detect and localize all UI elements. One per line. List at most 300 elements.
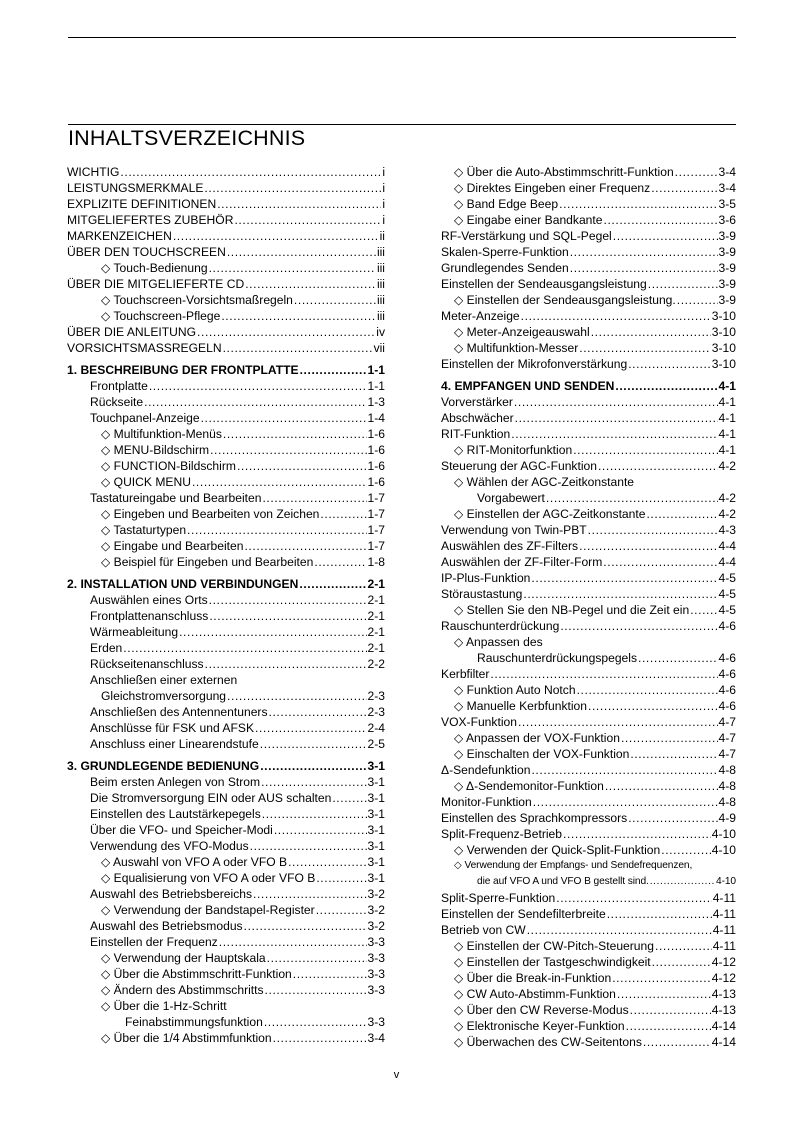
toc-entry-page: 3-10 [711,341,736,355]
toc-entry-page: i [382,213,385,227]
toc-entry-page: 1-1 [367,379,385,393]
toc-entry-title: WICHTIG [67,165,120,179]
toc-entry-title: ◇ Tastaturtypen [101,523,187,537]
toc-entry-page: 3-1 [367,759,385,773]
toc-entry[interactable] [441,586,736,602]
toc-entry-title: Einstellen der Mikrofonverstärkung [441,357,628,371]
toc-entry[interactable] [441,650,736,666]
toc-entry-title: Vorgabewert [477,491,545,505]
toc-entry[interactable] [441,826,736,842]
toc-entry-page: 3-1 [367,871,385,885]
toc-entry-title: Störaustastung [441,587,523,601]
dot-leader [661,842,711,858]
toc-entry[interactable] [67,966,385,982]
dot-leader [205,656,367,672]
toc-entry[interactable] [441,410,736,426]
toc-entry-title: Anschließen des Antennentuners [90,705,268,719]
toc-entry-title: Rückseite [90,395,144,409]
dot-leader [617,986,711,1002]
dot-leader [255,720,367,736]
toc-entry-title: Skalen-Sperre-Funktion [441,245,569,259]
toc-entry[interactable] [441,634,736,650]
toc-entry[interactable] [441,874,736,890]
dot-leader [531,762,717,778]
toc-entry[interactable] [441,180,736,196]
dot-leader [651,180,717,196]
toc-entry[interactable] [441,730,736,746]
dot-leader [531,570,717,586]
toc-entry[interactable] [441,666,736,682]
toc-entry[interactable] [67,292,385,308]
toc-entry[interactable] [441,1018,736,1034]
toc-entry-page: vii [373,341,385,355]
toc-entry-title: ◇ Δ-Sendemonitor-Funktion [454,779,604,793]
toc-entry-page: 4-4 [718,555,736,569]
toc-entry-title: ◇ FUNCTION-Bildschirm [101,459,236,473]
dot-leader [579,538,717,554]
dot-leader [646,506,717,522]
toc-entry[interactable] [441,762,736,778]
toc-entry-title: ◇ Einstellen der AGC-Zeitkonstante [454,507,646,521]
toc-entry[interactable] [441,292,736,308]
toc-entry-title: Kerbfilter [441,667,490,681]
toc-entry-title: ◇ Über die Auto-Abstimmschritt-Funktion [454,165,674,179]
dot-leader [648,276,718,292]
toc-entry[interactable] [67,640,385,656]
toc-entry[interactable] [67,704,385,720]
dot-leader [563,826,711,842]
toc-entry-page: 2-2 [367,657,385,671]
toc-entry-title: ◇ Über die 1-Hz-Schritt [101,999,227,1013]
dot-leader [192,474,367,490]
toc-entry[interactable] [441,778,736,794]
toc-entry[interactable] [441,698,736,714]
toc-entry[interactable] [441,842,736,858]
dot-leader [197,324,375,340]
toc-entry[interactable] [67,212,385,228]
toc-entry[interactable] [441,196,736,212]
toc-entry-page: i [382,197,385,211]
toc-entry-page: 4-6 [718,699,736,713]
toc-entry-title: 3. GRUNDLEGENDE BEDIENUNG [67,759,260,773]
toc-entry-page: ii [379,229,385,243]
toc-entry[interactable] [67,1014,385,1030]
toc-entry[interactable] [441,938,736,954]
dot-leader [123,640,366,656]
toc-entry-title: Verwendung von Twin-PBT [441,523,587,537]
toc-entry[interactable] [67,736,385,752]
toc-entry-title: ◇ Einstellen der CW-Pitch-Steuerung [454,939,654,953]
toc-entry[interactable] [67,656,385,672]
toc-entry-page: 1-8 [367,555,385,569]
toc-entry[interactable] [67,308,385,324]
toc-entry-title: ◇ Anpassen des [454,635,543,649]
toc-entry-page: 3-3 [367,935,385,949]
toc-entry[interactable] [67,950,385,966]
toc-entry[interactable] [67,806,385,822]
toc-entry-title: Tastatureingabe und Bearbeiten [90,491,262,505]
toc-entry-page: i [382,165,385,179]
toc-entry-page: 4-2 [718,507,736,521]
toc-entry[interactable] [441,810,736,826]
toc-entry-page: 4-2 [718,459,736,473]
toc-entry[interactable] [441,890,736,906]
toc-entry-title: ◇ Touch-Bedienung [101,261,208,275]
dot-leader [560,618,717,634]
toc-entry[interactable] [67,458,385,474]
toc-entry[interactable] [67,774,385,790]
toc-entry-page: 1-6 [367,427,385,441]
toc-entry-title: Rauschunterdrückungspegels [477,651,638,665]
toc-chapter-entry[interactable] [67,758,385,774]
dot-leader [546,490,718,506]
toc-entry[interactable] [441,1002,736,1018]
toc-entry-page: iv [376,325,385,339]
dot-leader [294,292,376,308]
toc-entry[interactable] [441,490,736,506]
header-rule [68,37,736,38]
dot-leader [244,918,367,934]
toc-entry-page: 2-1 [367,577,385,591]
toc-entry[interactable] [441,212,736,228]
toc-entry[interactable] [441,570,736,586]
toc-entry-page: 4-8 [718,779,736,793]
toc-entry-title: MITGELIEFERTES ZUBEHÖR [67,213,234,227]
toc-entry-page: 4-11 [712,891,736,905]
toc-entry-title: ◇ Eingabe und Bearbeiten [101,539,244,553]
toc-entry-page: 3-4 [718,181,736,195]
toc-entry[interactable] [67,998,385,1014]
toc-entry-title: die auf VFO A und VFO B gestellt sind. [477,876,649,887]
toc-entry[interactable] [441,442,736,458]
toc-entry-page: 4-6 [718,683,736,697]
toc-entry-page: 3-5 [718,197,736,211]
toc-entry[interactable] [67,624,385,640]
toc-entry-page: 4-9 [718,811,736,825]
toc-entry-title: ◇ Einstellen der Tastgeschwindigkeit [454,955,651,969]
toc-entry[interactable] [67,522,385,538]
toc-chapter-entry[interactable] [67,362,385,378]
toc-entry-page: 1-7 [367,523,385,537]
dot-leader [173,228,379,244]
toc-entry-title: ◇ Auswahl von VFO A oder VFO B [101,855,288,869]
toc-chapter-entry[interactable] [441,378,736,394]
toc-entry[interactable] [67,228,385,244]
dot-leader [628,356,711,372]
toc-entry-title: ◇ Eingabe einer Bandkante [454,213,603,227]
dot-leader [120,164,381,180]
toc-entry-title: Über die VFO- und Speicher-Modi [90,823,273,837]
toc-entry[interactable] [67,324,385,340]
toc-entry-page: 4-11 [712,907,736,921]
toc-entry[interactable] [67,442,385,458]
toc-entry[interactable] [67,260,385,276]
toc-entry[interactable] [67,672,385,688]
toc-entry[interactable] [67,934,385,950]
dot-leader [299,576,366,592]
toc-entry-page: 3-2 [367,887,385,901]
toc-entry[interactable] [441,954,736,970]
toc-entry-page: 4-10 [716,876,736,887]
toc-entry[interactable] [441,506,736,522]
toc-entry[interactable] [67,426,385,442]
toc-entry[interactable] [67,592,385,608]
dot-leader [314,554,366,570]
dot-leader [677,292,718,308]
toc-entry[interactable] [441,474,736,490]
toc-entry[interactable] [441,356,736,372]
toc-entry-page: 4-10 [711,843,736,857]
dot-leader [244,538,366,554]
toc-entry[interactable] [441,906,736,922]
toc-entry[interactable] [441,602,736,618]
toc-entry-page: 4-2 [718,491,736,505]
title-underline [68,124,736,125]
toc-entry[interactable] [441,794,736,810]
toc-entry[interactable] [67,490,385,506]
toc-entry[interactable] [441,260,736,276]
dot-leader [267,950,367,966]
toc-entry-title: Steuerung der AGC-Funktion [441,459,597,473]
dot-leader [630,746,717,762]
toc-entry-page: 4-14 [711,1019,736,1033]
toc-entry-title: ◇ Elektronische Keyer-Funktion [454,1019,625,1033]
toc-entry-title: Frontplatte [90,379,148,393]
dot-leader [650,874,715,890]
toc-entry-page: 3-9 [718,245,736,259]
dot-leader [690,602,717,618]
dot-leader [570,244,718,260]
toc-entry[interactable] [441,228,736,244]
toc-entry-title: Anschlüsse für FSK und AFSK [90,721,255,735]
toc-entry[interactable] [441,618,736,634]
toc-entry-page: 1-7 [367,491,385,505]
toc-entry[interactable] [441,682,736,698]
dot-leader [332,790,366,806]
toc-entry[interactable] [441,986,736,1002]
toc-entry[interactable] [67,838,385,854]
dot-leader [219,934,367,950]
toc-entry-title: Wärmeableitung [90,625,179,639]
dot-leader [144,394,366,410]
toc-entry-page: 3-1 [367,807,385,821]
toc-entry-page: 3-3 [367,967,385,981]
dot-leader [316,902,367,918]
toc-entry-page: 2-3 [367,689,385,703]
dot-leader [149,378,367,394]
toc-entry-page: 4-11 [712,939,736,953]
toc-entry[interactable] [67,822,385,838]
dot-leader [237,458,367,474]
toc-entry[interactable] [441,1034,736,1050]
toc-entry-page: 4-8 [718,795,736,809]
toc-entry[interactable] [67,474,385,490]
dot-leader [638,650,718,666]
dot-leader [573,442,717,458]
toc-entry[interactable] [441,324,736,340]
toc-entry-title: ◇ QUICK MENU [101,475,191,489]
dot-leader [223,340,373,356]
toc-entry-title: RF-Verstärkung und SQL-Pegel [441,229,612,243]
toc-entry-title: ◇ Über die Break-in-Funktion [454,971,612,985]
toc-entry[interactable] [67,918,385,934]
toc-entry-title: ◇ MENU-Bildschirm [101,443,210,457]
toc-entry-page: 4-7 [718,731,736,745]
toc-entry-page: 4-13 [711,1003,736,1017]
toc-entry-page: 4-6 [718,667,736,681]
toc-entry[interactable] [441,714,736,730]
toc-entry[interactable] [67,276,385,292]
dot-leader [187,522,366,538]
dot-leader [209,260,376,276]
toc-entry-page: 3-2 [367,903,385,917]
toc-entry-title: ◇ Über den CW Reverse-Modus [454,1003,629,1017]
toc-entry[interactable] [441,308,736,324]
toc-entry-title: 4. EMPFANGEN UND SENDEN [441,379,615,393]
toc-entry-title: Rückseitenanschluss [90,657,204,671]
toc-entry-title: MARKENZEICHEN [67,229,172,243]
toc-entry[interactable] [441,244,736,260]
toc-entry[interactable] [441,970,736,986]
toc-entry-page: 3-9 [718,277,736,291]
toc-entry[interactable] [67,720,385,736]
toc-entry-page: 4-12 [711,971,736,985]
toc-entry[interactable] [67,244,385,260]
toc-entry[interactable] [441,394,736,410]
dot-leader [262,806,367,822]
toc-entry[interactable] [441,458,736,474]
toc-entry-page: 4-5 [718,603,736,617]
toc-entry-page: 1-7 [367,539,385,553]
toc-entry[interactable] [67,164,385,180]
dot-leader [655,938,712,954]
toc-entry[interactable] [67,870,385,886]
toc-entry[interactable] [441,164,736,180]
toc-entry-title: Touchpanel-Anzeige [90,411,200,425]
dot-leader [612,970,711,986]
toc-entry-title: Split-Sperre-Funktion [441,891,556,905]
toc-entry-title: 2. INSTALLATION UND VERBINDUNGEN [67,577,299,591]
toc-entry-page: 3-4 [718,165,736,179]
toc-entry[interactable] [67,886,385,902]
toc-entry[interactable] [67,506,385,522]
toc-entry-page: iii [376,277,385,291]
toc-entry-title: ◇ Eingeben und Bearbeiten von Zeichen [101,507,320,521]
toc-entry-title: Abschwächer [441,411,514,425]
toc-entry[interactable] [441,746,736,762]
toc-entry-title: Frontplattenanschluss [90,609,209,623]
toc-entry-page: 1-6 [367,459,385,473]
dot-leader [234,212,381,228]
toc-entry[interactable] [67,982,385,998]
toc-left-column [67,164,385,1046]
toc-entry-title: EXPLIZITE DEFINITIONEN [67,197,217,211]
dot-leader [217,196,381,212]
toc-entry[interactable] [441,276,736,292]
toc-entry-title: Auswahl des Betriebsmodus [90,919,243,933]
page-number: v [393,1069,400,1081]
dot-leader [626,1018,711,1034]
dot-leader [675,164,718,180]
dot-leader [245,276,376,292]
dot-leader [607,906,712,922]
toc-entry-title: Vorverstärker [441,395,513,409]
toc-entry[interactable] [67,340,385,356]
toc-entry[interactable] [441,858,736,874]
toc-entry-title: ◇ Wählen der AGC-Zeitkonstante [454,475,635,489]
toc-entry-title: Einstellen der Sendefilterbreite [441,907,606,921]
dot-leader [628,810,717,826]
toc-entry[interactable] [67,902,385,918]
toc-entry-page: 4-1 [718,395,736,409]
dot-leader [261,774,366,790]
toc-entry[interactable] [67,554,385,570]
dot-leader [570,260,718,276]
toc-entry-page: 4-12 [711,955,736,969]
toc-entry[interactable] [67,608,385,624]
toc-entry[interactable] [441,426,736,442]
dot-leader [264,1014,367,1030]
toc-entry-page: 1-6 [367,475,385,489]
toc-entry-title: ◇ CW Auto-Abstimm-Funktion [454,987,616,1001]
toc-entry[interactable] [441,340,736,356]
toc-entry[interactable] [67,180,385,196]
dot-leader [210,442,366,458]
dot-leader [293,966,367,982]
toc-entry[interactable] [67,410,385,426]
dot-leader [273,1030,367,1046]
toc-entry[interactable] [441,554,736,570]
dot-leader [514,394,718,410]
toc-entry-page: 3-9 [718,261,736,275]
toc-entry-title: RIT-Funktion [441,427,511,441]
toc-entry-title: ◇ RIT-Monitorfunktion [454,443,573,457]
toc-entry-page: 2-4 [367,721,385,735]
toc-entry-title: ÜBER DIE MITGELIEFERTE CD [67,277,245,291]
toc-entry-page: 3-1 [367,839,385,853]
dot-leader [227,244,376,260]
toc-entry-page: 3-4 [367,1031,385,1045]
toc-chapter-entry[interactable] [67,576,385,592]
toc-entry[interactable] [67,538,385,554]
toc-entry-title: ◇ Multifunktion-Menüs [101,427,222,441]
toc-entry[interactable] [67,688,385,704]
toc-entry-title: ◇ Equalisierung von VFO A oder VFO B [101,871,316,885]
toc-entry[interactable] [441,922,736,938]
toc-entry[interactable] [67,394,385,410]
page-title: INHALTSVERZEICHNIS [68,126,306,150]
toc-entry[interactable] [67,196,385,212]
toc-entry[interactable] [67,1030,385,1046]
toc-entry[interactable] [67,790,385,806]
dot-leader [260,758,366,774]
toc-entry-page: 1-6 [367,443,385,457]
toc-entry[interactable] [67,378,385,394]
toc-entry-title: ◇ Verwendung der Empfangs- und Sendefrequenzen, [454,860,693,871]
toc-entry[interactable] [441,522,736,538]
dot-leader [262,490,366,506]
dot-leader [518,714,718,730]
toc-entry-title: Gleichstromversorgung [101,689,227,703]
toc-entry-page: 4-1 [718,427,736,441]
dot-leader [201,410,367,426]
toc-entry-title: Einstellen des Lautstärkepegels [90,807,261,821]
toc-entry[interactable] [441,538,736,554]
toc-entry-page: 4-5 [718,587,736,601]
toc-entry[interactable] [67,854,385,870]
toc-entry-title: ◇ Touchscreen-Pflege [101,309,221,323]
dot-leader [559,196,717,212]
